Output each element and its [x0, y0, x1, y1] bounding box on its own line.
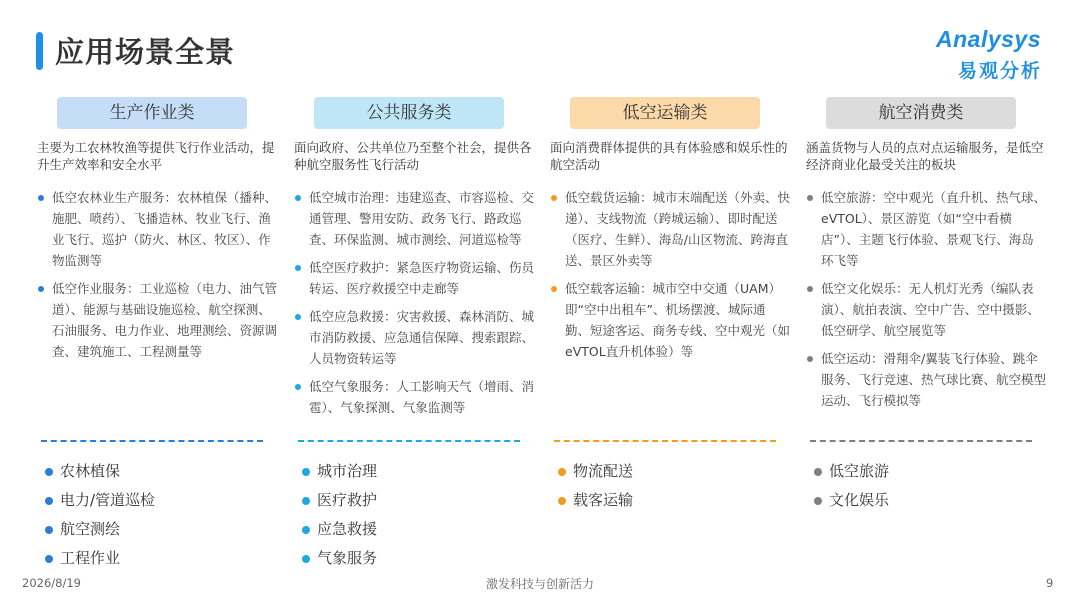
- tag-item: [814, 486, 889, 515]
- scenario-text: 低空气象服务：人工影响天气（增雨、消雹）、气象探测、气象监测等: [309, 379, 535, 415]
- bullet-dot-icon: [807, 195, 813, 201]
- tag-item: [45, 544, 155, 573]
- bullet-dot-icon: [38, 195, 44, 201]
- tag-list: [814, 457, 889, 515]
- tag-dot-icon: [814, 497, 822, 505]
- bullet-dot-icon: [551, 195, 557, 201]
- tag-item: [558, 457, 633, 486]
- page-title: 应用场景全景: [55, 35, 236, 69]
- scenario-item: [550, 187, 790, 271]
- dashed-divider: [810, 440, 1032, 442]
- tag-label: 城市治理: [317, 462, 378, 480]
- dashed-divider: [554, 440, 776, 442]
- tag-label: 文化娱乐: [829, 491, 890, 509]
- scenario-text: 低空应急救援：灾害救援、森林消防、城市消防救援、应急通信保障、搜索跟踪、人员物资转运等: [309, 309, 535, 366]
- tag-dot-icon: [814, 468, 822, 476]
- bullet-dot-icon: [295, 314, 301, 320]
- scenario-text: 低空城市治理：违建巡查、市容巡检、交通管理、警用安防、政务飞行、路政巡查、环保监测、城市测绘、河道巡检等: [309, 190, 535, 247]
- category-pill: 公共服务类: [314, 97, 504, 129]
- scenario-text: 低空旅游：空中观光（直升机、热气球、eVTOL）、景区游览（如“空中看横店”）、主题飞行体验、景观飞行、海岛环飞等: [821, 190, 1047, 268]
- footer-slogan: 激发科技与创新活力: [485, 577, 594, 591]
- tag-item: [45, 457, 155, 486]
- category-column: [37, 96, 277, 576]
- tag-label: 农林植保: [60, 462, 121, 480]
- tag-dot-icon: [302, 497, 310, 505]
- tag-dot-icon: [302, 526, 310, 534]
- scenario-list: [550, 187, 790, 369]
- scenario-text: 低空文化娱乐：无人机灯光秀（编队表演）、航拍表演、空中广告、空中摄影、低空研学、航空展览等: [821, 281, 1040, 338]
- tag-label: 物流配送: [573, 462, 634, 480]
- tag-item: [814, 457, 889, 486]
- bullet-dot-icon: [295, 384, 301, 390]
- page-number: 9: [1046, 576, 1054, 590]
- tag-item: [302, 457, 377, 486]
- tag-item: [302, 486, 377, 515]
- tag-dot-icon: [45, 497, 53, 505]
- tag-label: 医疗救护: [317, 491, 378, 509]
- tag-dot-icon: [45, 468, 53, 476]
- tag-dot-icon: [302, 468, 310, 476]
- bullet-dot-icon: [807, 286, 813, 292]
- tag-item: [45, 486, 155, 515]
- scenario-text: 低空作业服务：工业巡检（电力、油气管道）、能源与基础设施巡检、航空探测、石油服务、电力作业、地理测绘、资源调查、建筑施工、工程测量等: [52, 281, 278, 359]
- analysys-logo: [936, 26, 1051, 84]
- dashed-divider: [298, 440, 520, 442]
- logo-chinese: 易观分析: [958, 60, 1043, 82]
- scenario-text: 低空医疗救护：紧急医疗物资运输、伤员转运、医疗救援空中走廊等: [309, 260, 535, 296]
- tag-list: [302, 457, 377, 573]
- tag-list: [45, 457, 155, 573]
- bullet-dot-icon: [38, 286, 44, 292]
- tag-dot-icon: [45, 526, 53, 534]
- scenario-item: [37, 278, 277, 362]
- category-description: 主要为工农林牧渔等提供飞行作业活动，提升生产效率和安全水平: [37, 140, 275, 172]
- scenario-text: 低空载货运输：城市末端配送（外卖、快递）、支线物流（跨城运输）、即时配送（医疗、生鲜）、海岛/山区物流、跨海直送、景区外卖等: [565, 190, 791, 268]
- category-column: [550, 96, 790, 576]
- bullet-dot-icon: [551, 286, 557, 292]
- tag-label: 应急救援: [317, 520, 378, 538]
- scenario-item: [37, 187, 277, 271]
- tag-list: [558, 457, 633, 515]
- tag-dot-icon: [558, 468, 566, 476]
- bullet-dot-icon: [295, 195, 301, 201]
- scenario-list: [37, 187, 277, 369]
- scenario-list: [294, 187, 534, 425]
- tag-item: [302, 515, 377, 544]
- category-pill: 航空消费类: [826, 97, 1016, 129]
- scenario-item: [294, 376, 534, 418]
- tag-dot-icon: [302, 555, 310, 563]
- bullet-dot-icon: [807, 356, 813, 362]
- scenario-text: 低空载客运输：城市空中交通（UAM）即“空中出租车”、机场摆渡、城际通勤、短途客运、商务专线、空中观光（如eVTOL直升机体验）等: [565, 281, 791, 359]
- dashed-divider: [41, 440, 263, 442]
- bullet-dot-icon: [295, 265, 301, 271]
- tag-item: [302, 544, 377, 573]
- scenario-item: [294, 306, 534, 369]
- scenario-text: 低空运动：滑翔伞/翼装飞行体验、跳伞服务、飞行竞速、热气球比赛、航空模型运动、飞行模拟等: [821, 351, 1047, 408]
- category-description: 涵盖货物与人员的点对点运输服务，是低空经济商业化最受关注的板块: [806, 140, 1044, 172]
- category-description: 面向政府、公共单位乃至整个社会，提供各种航空服务性飞行活动: [294, 140, 532, 172]
- scenario-item: [550, 278, 790, 362]
- category-pill: 生产作业类: [57, 97, 247, 129]
- tag-dot-icon: [45, 555, 53, 563]
- title-accent-bar: [36, 32, 43, 70]
- scenario-text: 低空农林业生产服务：农林植保（播种、施肥、喷药）、飞播造林、牧业飞行、渔业飞行、巡护（防火、林区、牧区）、作物监测等: [52, 190, 278, 268]
- scenario-item: [806, 348, 1046, 411]
- category-column: [806, 96, 1046, 576]
- footer-date: 2026/8/19: [22, 576, 81, 590]
- category-description: 面向消费群体提供的具有体验感和娱乐性的航空活动: [550, 140, 788, 172]
- category-column: [294, 96, 534, 576]
- tag-label: 工程作业: [60, 549, 121, 567]
- tag-item: [45, 515, 155, 544]
- category-pill: 低空运输类: [570, 97, 760, 129]
- scenario-list: [806, 187, 1046, 418]
- tag-label: 航空测绘: [60, 520, 121, 538]
- tag-label: 电力/管道巡检: [60, 491, 156, 509]
- tag-label: 气象服务: [317, 549, 378, 567]
- tag-item: [558, 486, 633, 515]
- scenario-item: [294, 187, 534, 250]
- logo-wordmark: Analysys: [936, 26, 1042, 52]
- scenario-item: [294, 257, 534, 299]
- tag-dot-icon: [558, 497, 566, 505]
- scenario-item: [806, 187, 1046, 271]
- tag-label: 载客运输: [573, 491, 634, 509]
- scenario-item: [806, 278, 1046, 341]
- tag-label: 低空旅游: [829, 462, 890, 480]
